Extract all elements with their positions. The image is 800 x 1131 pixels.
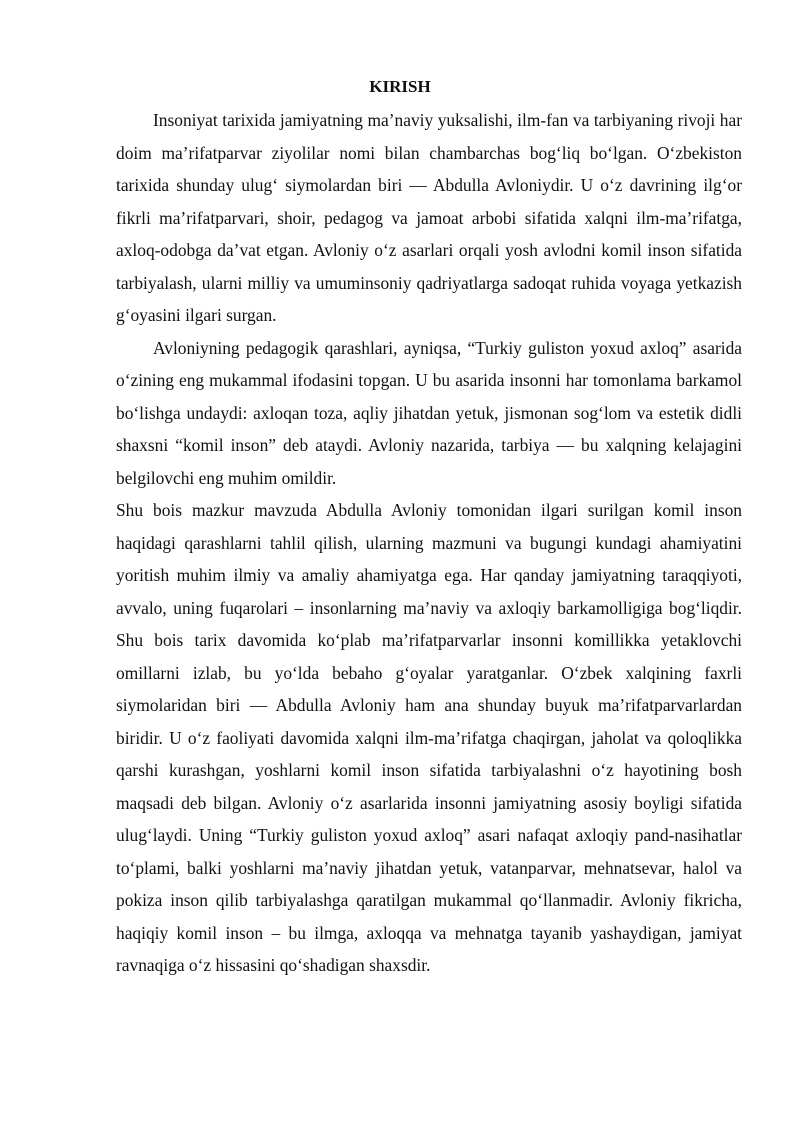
document-body [116,104,742,982]
paragraph-3: Shu bois mazkur mavzuda Abdulla Avloniy tomonidan ilgari surilgan komil inson haqidagi qarashlarni tahlil qilish, ularning mazmuni va bugungi kundagi ahamiyatini yoritish muhim ilmiy va amaliy ahamiyatga ega. Har qanday jamiyatning taraqqiyoti, avvalo, uning fuqarolari – insonlarning ma’naviy va axloqiy barkamolligiga bog‘liqdir. Shu bois tarix davomida ko‘plab ma’rifatparvarlar insonni komillikka yetaklovchi omillarni izlab, bu yo‘lda bebaho g‘oyalar yaratganlar. O‘zbek xalqining faxrli siymolaridan biri — Abdulla Avloniy ham ana shunday buyuk ma’rifatparvarlardan biridir. U o‘z faoliyati davomida xalqni ilm-ma’rifatga chaqirgan, jaholat va qoloqlikka qarshi kurashgan, yoshlarni komil inson sifatida tarbiyalashni o‘z hayotining bosh maqsadi deb bilgan. Avloniy o‘z asarlarida insonni jamiyatning asosiy boyligi sifatida ulug‘laydi. Uning “Turkiy guliston yoxud axloq” asari nafaqat axloqiy pand-nasihatlar to‘plami, balki yoshlarni ma’naviy jihatdan yetuk, vatanparvar, mehnatsevar, halol va pokiza inson qilib tarbiyalashga qaratilgan mukammal qo‘llanmadir. Avloniy fikricha, haqiqiy komil inson – bu ilmga, axloqqa va mehnatga tayanib yashaydigan, jamiyat ravnaqiga o‘z hissasini qo‘shadigan shaxsdir. [116,500,742,975]
page-title: KIRISH [369,77,431,96]
paragraph-2: Avloniyning pedagogik qarashlari, ayniqsa, “Turkiy guliston yoxud axloq” asarida o‘zining eng mukammal ifodasini topgan. U bu asarida insonni har tomonlama barkamol bo‘lishga undaydi: axloqan toza, aqliy jihatdan yetuk, jismonan sog‘lom va estetik didli shaxsni “komil inson” deb ataydi. Avloniy nazarida, tarbiya — bu xalqning kelajagini belgilovchi eng muhim omildir. [116,337,742,488]
paragraph-1: Insoniyat tarixida jamiyatning ma’naviy yuksalishi, ilm-fan va tarbiyaning rivoji har doim ma’rifatparvar ziyolilar nomi bilan chambarchas bog‘liq bo‘lgan. O‘zbekiston tarixida shunday ulug‘ siymolardan biri — Abdulla Avloniydir. U o‘z davrining ilg‘or fikrli ma’rifatparvari, shoir, pedagog va jamoat arbobi sifatida xalqni ilm-ma’rifatga, axloq-odobga da’vat etgan. Avloniy o‘z asarlari orqali yosh avlodni komil inson sifatida tarbiyalash, ularni milliy va umuminsoniy qadriyatlarga sadoqat ruhida voyaga yetkazish g‘oyasini ilgari surgan. [116,110,742,325]
